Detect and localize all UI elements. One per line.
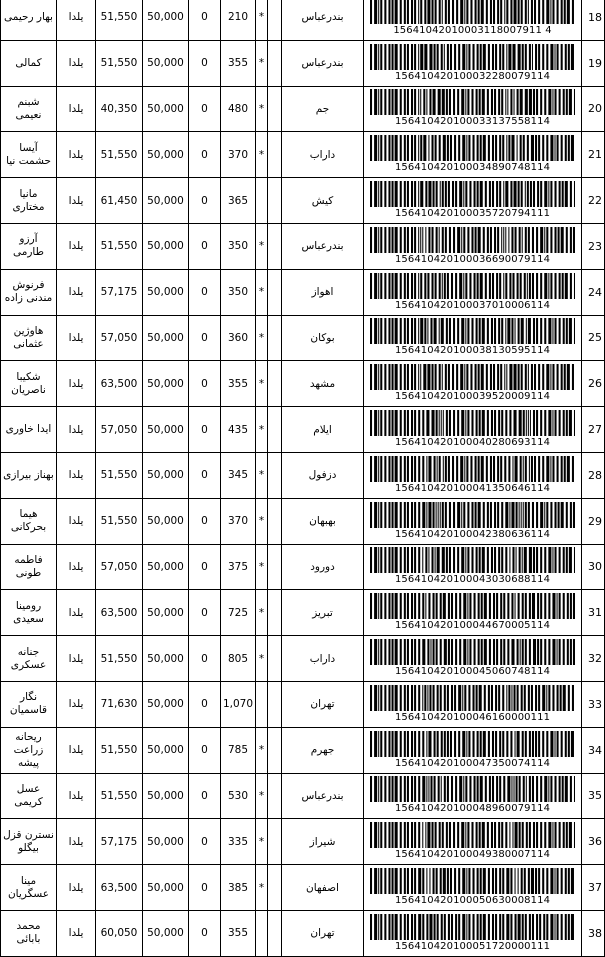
marker-cell xyxy=(256,178,268,224)
table-row xyxy=(1,86,605,132)
row-index: 37 xyxy=(582,865,605,911)
table-row xyxy=(1,223,605,269)
marker-cell: * xyxy=(256,407,268,453)
row-index: 29 xyxy=(582,498,605,544)
total-amount: 60,050 xyxy=(96,910,143,956)
discount-amount: 0 xyxy=(189,132,221,178)
total-amount: 51,550 xyxy=(96,0,143,40)
district-cell: یلدا xyxy=(57,681,96,727)
barcode-icon xyxy=(370,0,575,24)
weight-cell: 350 xyxy=(221,269,256,315)
barcode-cell xyxy=(364,727,582,773)
weight-cell: 385 xyxy=(221,865,256,911)
barcode-cell xyxy=(364,361,582,407)
base-amount: 50,000 xyxy=(143,223,189,269)
city-cell: مشهد xyxy=(282,361,364,407)
city-cell: بندرعباس xyxy=(282,223,364,269)
barcode-number: 156410420100046160000111 xyxy=(394,711,551,723)
barcode-icon xyxy=(370,776,575,802)
base-amount: 50,000 xyxy=(143,590,189,636)
customer-name: محمد بابائی xyxy=(1,910,57,956)
total-amount: 63,500 xyxy=(96,361,143,407)
barcode-icon xyxy=(370,868,575,894)
city-cell: بهبهان xyxy=(282,498,364,544)
table-row xyxy=(1,178,605,224)
district-cell: یلدا xyxy=(57,223,96,269)
table-row xyxy=(1,40,605,86)
customer-name: نسترن قزل بیگلو xyxy=(1,819,57,865)
barcode-icon xyxy=(370,89,575,115)
base-amount: 50,000 xyxy=(143,544,189,590)
marker-cell: * xyxy=(256,40,268,86)
weight-cell: 435 xyxy=(221,407,256,453)
table-row xyxy=(1,544,605,590)
city-cell: بندرعباس xyxy=(282,0,364,40)
barcode-icon xyxy=(370,547,575,573)
total-amount: 51,550 xyxy=(96,773,143,819)
row-index: 34 xyxy=(582,727,605,773)
table-row xyxy=(1,269,605,315)
barcode-number: 156410420100049380007114 xyxy=(394,849,551,861)
barcode-number: 156410420100034890748114 xyxy=(394,162,551,174)
city-cell: جهرم xyxy=(282,727,364,773)
district-cell: یلدا xyxy=(57,132,96,178)
discount-amount: 0 xyxy=(189,315,221,361)
barcode-icon xyxy=(370,135,575,161)
weight-cell: 805 xyxy=(221,636,256,682)
customer-name: شکیبا ناصریان xyxy=(1,361,57,407)
blank-cell xyxy=(268,223,282,269)
barcode-icon xyxy=(370,410,575,436)
customer-name: بهار رحیمی xyxy=(1,0,57,40)
total-amount: 57,175 xyxy=(96,269,143,315)
discount-amount: 0 xyxy=(189,636,221,682)
blank-cell xyxy=(268,178,282,224)
customer-name: عسل کریمی xyxy=(1,773,57,819)
city-cell: اهواز xyxy=(282,269,364,315)
discount-amount: 0 xyxy=(189,544,221,590)
customer-name: مانیا مختاری xyxy=(1,178,57,224)
marker-cell: * xyxy=(256,0,268,40)
marker-cell: * xyxy=(256,452,268,498)
table-row xyxy=(1,452,605,498)
weight-cell: 350 xyxy=(221,223,256,269)
base-amount: 50,000 xyxy=(143,773,189,819)
city-cell: تبریز xyxy=(282,590,364,636)
barcode-cell xyxy=(364,544,582,590)
weight-cell: 375 xyxy=(221,544,256,590)
weight-cell: 355 xyxy=(221,361,256,407)
blank-cell xyxy=(268,681,282,727)
barcode-icon xyxy=(370,227,575,253)
district-cell: یلدا xyxy=(57,361,96,407)
blank-cell xyxy=(268,544,282,590)
total-amount: 40,350 xyxy=(96,86,143,132)
barcode-icon xyxy=(370,685,575,711)
row-index: 18 xyxy=(582,0,605,40)
barcode-cell xyxy=(364,636,582,682)
discount-amount: 0 xyxy=(189,498,221,544)
table-row xyxy=(1,727,605,773)
city-cell: داراب xyxy=(282,636,364,682)
city-cell: تهران xyxy=(282,910,364,956)
row-index: 19 xyxy=(582,40,605,86)
total-amount: 57,050 xyxy=(96,544,143,590)
district-cell: یلدا xyxy=(57,178,96,224)
discount-amount: 0 xyxy=(189,361,221,407)
blank-cell xyxy=(268,0,282,40)
weight-cell: 335 xyxy=(221,819,256,865)
district-cell: یلدا xyxy=(57,819,96,865)
customer-name: کمالی xyxy=(1,40,57,86)
district-cell: یلدا xyxy=(57,910,96,956)
barcode-cell xyxy=(364,269,582,315)
barcode-icon xyxy=(370,44,575,70)
total-amount: 61,450 xyxy=(96,178,143,224)
customer-name: جنانه عسکری xyxy=(1,636,57,682)
barcode-number: 156410420100043030688114 xyxy=(394,574,551,586)
row-index: 28 xyxy=(582,452,605,498)
barcode-cell xyxy=(364,865,582,911)
marker-cell: * xyxy=(256,361,268,407)
barcode-number: 156410420100033137558114 xyxy=(394,116,551,128)
marker-cell: * xyxy=(256,773,268,819)
base-amount: 50,000 xyxy=(143,269,189,315)
blank-cell xyxy=(268,636,282,682)
barcode-number: 156410420100048960079114 xyxy=(394,803,551,815)
base-amount: 50,000 xyxy=(143,132,189,178)
barcode-number: 156410420100035720794111 xyxy=(394,208,551,220)
barcode-cell xyxy=(364,773,582,819)
district-cell: یلدا xyxy=(57,544,96,590)
discount-amount: 0 xyxy=(189,40,221,86)
row-index: 33 xyxy=(582,681,605,727)
district-cell: یلدا xyxy=(57,452,96,498)
base-amount: 50,000 xyxy=(143,819,189,865)
base-amount: 50,000 xyxy=(143,452,189,498)
base-amount: 50,000 xyxy=(143,407,189,453)
city-cell: ایلام xyxy=(282,407,364,453)
city-cell: کیش xyxy=(282,178,364,224)
barcode-number: 156410420100045060748114 xyxy=(394,666,551,678)
barcode-cell xyxy=(364,40,582,86)
discount-amount: 0 xyxy=(189,910,221,956)
total-amount: 51,550 xyxy=(96,223,143,269)
customer-name: ریحانه زراعت پیشه xyxy=(1,727,57,773)
barcode-cell xyxy=(364,819,582,865)
blank-cell xyxy=(268,819,282,865)
customer-name: فرنوش مندنی زاده xyxy=(1,269,57,315)
blank-cell xyxy=(268,407,282,453)
customer-name: آیسا حشمت نیا xyxy=(1,132,57,178)
total-amount: 57,050 xyxy=(96,407,143,453)
barcode-icon xyxy=(370,593,575,619)
row-index: 26 xyxy=(582,361,605,407)
barcode-icon xyxy=(370,822,575,848)
total-amount: 57,050 xyxy=(96,315,143,361)
blank-cell xyxy=(268,773,282,819)
barcode-icon xyxy=(370,273,575,299)
customer-name: بهناز بیرازی xyxy=(1,452,57,498)
city-cell: تهران xyxy=(282,681,364,727)
total-amount: 51,550 xyxy=(96,636,143,682)
row-index: 35 xyxy=(582,773,605,819)
row-index: 27 xyxy=(582,407,605,453)
total-amount: 63,500 xyxy=(96,865,143,911)
total-amount: 51,550 xyxy=(96,132,143,178)
marker-cell: * xyxy=(256,269,268,315)
barcode-number: 156410420100039520009114 xyxy=(394,391,551,403)
barcode-icon xyxy=(370,502,575,528)
table-row xyxy=(1,910,605,956)
city-cell: اصفهان xyxy=(282,865,364,911)
blank-cell xyxy=(268,498,282,544)
base-amount: 50,000 xyxy=(143,636,189,682)
total-amount: 51,550 xyxy=(96,498,143,544)
customer-name: مینا عسگریان xyxy=(1,865,57,911)
weight-cell: 725 xyxy=(221,590,256,636)
table-row xyxy=(1,315,605,361)
marker-cell: * xyxy=(256,544,268,590)
row-index: 24 xyxy=(582,269,605,315)
blank-cell xyxy=(268,452,282,498)
discount-amount: 0 xyxy=(189,865,221,911)
row-index: 25 xyxy=(582,315,605,361)
blank-cell xyxy=(268,315,282,361)
marker-cell xyxy=(256,910,268,956)
table-row xyxy=(1,407,605,453)
barcode-number: 156410420100032280079114 xyxy=(394,70,551,82)
table-row xyxy=(1,590,605,636)
blank-cell xyxy=(268,910,282,956)
customer-name: هیما بحرکانی xyxy=(1,498,57,544)
district-cell: یلدا xyxy=(57,498,96,544)
barcode-icon xyxy=(370,364,575,390)
discount-amount: 0 xyxy=(189,223,221,269)
total-amount: 51,550 xyxy=(96,727,143,773)
table-row xyxy=(1,865,605,911)
weight-cell: 360 xyxy=(221,315,256,361)
table-row xyxy=(1,132,605,178)
total-amount: 63,500 xyxy=(96,590,143,636)
customer-name: هاوژین عثمانی xyxy=(1,315,57,361)
district-cell: یلدا xyxy=(57,315,96,361)
blank-cell xyxy=(268,590,282,636)
base-amount: 50,000 xyxy=(143,0,189,40)
city-cell: جم xyxy=(282,86,364,132)
table-row xyxy=(1,0,605,40)
weight-cell: 530 xyxy=(221,773,256,819)
total-amount: 71,630 xyxy=(96,681,143,727)
row-index: 32 xyxy=(582,636,605,682)
weight-cell: 1,070 xyxy=(221,681,256,727)
base-amount: 50,000 xyxy=(143,727,189,773)
marker-cell: * xyxy=(256,315,268,361)
customer-name: رومینا سعیدی xyxy=(1,590,57,636)
barcode-cell xyxy=(364,223,582,269)
blank-cell xyxy=(268,86,282,132)
base-amount: 50,000 xyxy=(143,178,189,224)
barcode-number: 156410420100042380636114 xyxy=(394,528,551,540)
blank-cell xyxy=(268,269,282,315)
barcode-icon xyxy=(370,456,575,482)
row-index: 20 xyxy=(582,86,605,132)
customer-name: نگار قاسمیان xyxy=(1,681,57,727)
district-cell: یلدا xyxy=(57,773,96,819)
barcode-icon xyxy=(370,181,575,207)
base-amount: 50,000 xyxy=(143,865,189,911)
barcode-number: 156410420100038130595114 xyxy=(394,345,551,357)
weight-cell: 355 xyxy=(221,910,256,956)
district-cell: یلدا xyxy=(57,727,96,773)
marker-cell: * xyxy=(256,590,268,636)
discount-amount: 0 xyxy=(189,407,221,453)
barcode-cell xyxy=(364,910,582,956)
table-row xyxy=(1,498,605,544)
barcode-icon xyxy=(370,639,575,665)
district-cell: یلدا xyxy=(57,636,96,682)
district-cell: یلدا xyxy=(57,86,96,132)
discount-amount: 0 xyxy=(189,681,221,727)
barcode-icon xyxy=(370,318,575,344)
base-amount: 50,000 xyxy=(143,315,189,361)
customer-name: شبنم نعیمی xyxy=(1,86,57,132)
marker-cell: * xyxy=(256,132,268,178)
discount-amount: 0 xyxy=(189,0,221,40)
barcode-cell xyxy=(364,178,582,224)
blank-cell xyxy=(268,132,282,178)
barcode-cell xyxy=(364,498,582,544)
district-cell: یلدا xyxy=(57,407,96,453)
marker-cell xyxy=(256,681,268,727)
table-row xyxy=(1,361,605,407)
base-amount: 50,000 xyxy=(143,361,189,407)
barcode-number: 156410420100041350646114 xyxy=(394,482,551,494)
row-index: 38 xyxy=(582,910,605,956)
marker-cell: * xyxy=(256,498,268,544)
barcode-icon xyxy=(370,914,575,940)
blank-cell xyxy=(268,727,282,773)
barcode-cell xyxy=(364,86,582,132)
base-amount: 50,000 xyxy=(143,40,189,86)
discount-amount: 0 xyxy=(189,269,221,315)
district-cell: یلدا xyxy=(57,865,96,911)
weight-cell: 480 xyxy=(221,86,256,132)
discount-amount: 0 xyxy=(189,86,221,132)
blank-cell xyxy=(268,865,282,911)
customer-name: فاطمه طونی xyxy=(1,544,57,590)
city-cell: بندرعباس xyxy=(282,40,364,86)
weight-cell: 370 xyxy=(221,498,256,544)
base-amount: 50,000 xyxy=(143,498,189,544)
row-index: 30 xyxy=(582,544,605,590)
city-cell: دزفول xyxy=(282,452,364,498)
city-cell: بوکان xyxy=(282,315,364,361)
barcode-number: 156410420100040280693114 xyxy=(394,437,551,449)
discount-amount: 0 xyxy=(189,178,221,224)
row-index: 31 xyxy=(582,590,605,636)
table-row xyxy=(1,681,605,727)
customer-name: ایدا خاوری xyxy=(1,407,57,453)
marker-cell: * xyxy=(256,819,268,865)
barcode-cell xyxy=(364,590,582,636)
discount-amount: 0 xyxy=(189,727,221,773)
customer-name: آرزو طارمی xyxy=(1,223,57,269)
barcode-number: 156410420100047350074114 xyxy=(394,757,551,769)
marker-cell: * xyxy=(256,727,268,773)
total-amount: 51,550 xyxy=(96,452,143,498)
barcode-number: 156410420100044670005114 xyxy=(394,620,551,632)
weight-cell: 355 xyxy=(221,40,256,86)
row-index: 22 xyxy=(582,178,605,224)
barcode-cell xyxy=(364,407,582,453)
total-amount: 57,175 xyxy=(96,819,143,865)
barcode-number: 156410420100050630008114 xyxy=(394,895,551,907)
discount-amount: 0 xyxy=(189,452,221,498)
discount-amount: 0 xyxy=(189,773,221,819)
barcode-icon xyxy=(370,731,575,757)
city-cell: دورود xyxy=(282,544,364,590)
marker-cell: * xyxy=(256,636,268,682)
weight-cell: 785 xyxy=(221,727,256,773)
barcode-cell xyxy=(364,315,582,361)
city-cell: داراب xyxy=(282,132,364,178)
total-amount: 51,550 xyxy=(96,40,143,86)
row-index: 23 xyxy=(582,223,605,269)
row-index: 36 xyxy=(582,819,605,865)
district-cell: یلدا xyxy=(57,40,96,86)
district-cell: یلدا xyxy=(57,269,96,315)
table-row xyxy=(1,773,605,819)
barcode-cell xyxy=(364,132,582,178)
weight-cell: 365 xyxy=(221,178,256,224)
base-amount: 50,000 xyxy=(143,681,189,727)
blank-cell xyxy=(268,361,282,407)
marker-cell: * xyxy=(256,223,268,269)
table-row xyxy=(1,819,605,865)
marker-cell: * xyxy=(256,865,268,911)
weight-cell: 210 xyxy=(221,0,256,40)
marker-cell: * xyxy=(256,86,268,132)
barcode-cell xyxy=(364,681,582,727)
weight-cell: 345 xyxy=(221,452,256,498)
blank-cell xyxy=(268,40,282,86)
city-cell: شیراز xyxy=(282,819,364,865)
barcode-number: 15641042010003118007911 4 xyxy=(393,24,552,36)
city-cell: بندرعباس xyxy=(282,773,364,819)
barcode-cell xyxy=(364,0,582,40)
district-cell: یلدا xyxy=(57,0,96,40)
barcode-number: 156410420100036690079114 xyxy=(394,253,551,265)
base-amount: 50,000 xyxy=(143,910,189,956)
row-index: 21 xyxy=(582,132,605,178)
base-amount: 50,000 xyxy=(143,86,189,132)
barcode-number: 156410420100051720000111 xyxy=(394,940,551,952)
table-row xyxy=(1,636,605,682)
discount-amount: 0 xyxy=(189,819,221,865)
weight-cell: 370 xyxy=(221,132,256,178)
discount-amount: 0 xyxy=(189,590,221,636)
district-cell: یلدا xyxy=(57,590,96,636)
barcode-number: 156410420100037010006114 xyxy=(394,299,551,311)
barcode-cell xyxy=(364,452,582,498)
